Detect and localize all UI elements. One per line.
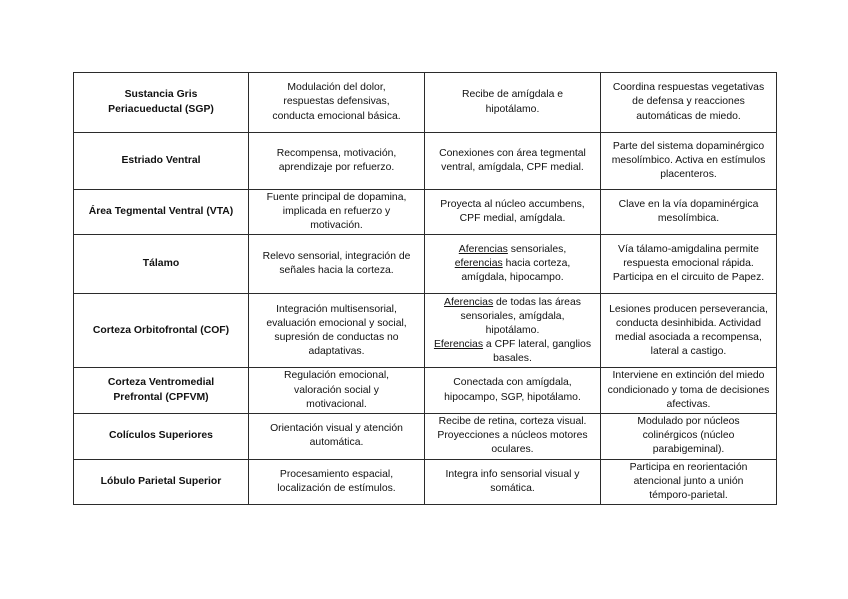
efferents-term: Eferencias	[433, 338, 484, 350]
efferents-term: eferencias	[454, 258, 503, 270]
notes-cell: Lesiones producen perseverancia, conducta desinhibida. Actividad medial asociada a recompensa, lateral a castigo.	[601, 294, 777, 368]
connections-cell: Recibe de retina, corteza visual. Proyecciones a núcleos motores oculares.	[425, 413, 601, 459]
table-row	[74, 235, 777, 294]
function-cell: Fuente principal de dopamina, implicada en refuerzo y motivación.	[249, 190, 425, 235]
structure-cell: Corteza Orbitofrontal (COF)	[74, 294, 249, 368]
structure-cell: Área Tegmental Ventral (VTA)	[74, 190, 249, 235]
function-cell: Relevo sensorial, integración de señales hacia la corteza.	[249, 235, 425, 294]
function-cell: Orientación visual y atención automática.	[249, 413, 425, 459]
table-row	[74, 368, 777, 413]
efferents-text: hacia corteza, amígdala, hipocampo.	[461, 258, 571, 284]
afferents-term: Aferencias	[444, 296, 494, 308]
document-page	[73, 72, 776, 505]
function-cell: Recompensa, motivación, aprendizaje por refuerzo.	[249, 133, 425, 190]
notes-cell: Parte del sistema dopaminérgico mesolímbico. Activa en estímulos placenteros.	[601, 133, 777, 190]
connections-cell: Conectada con amígdala, hipocampo, SGP, hipotálamo.	[425, 368, 601, 413]
function-cell: Procesamiento espacial, localización de estímulos.	[249, 459, 425, 504]
connections-cell	[425, 235, 601, 294]
connections-cell	[425, 294, 601, 368]
table-row	[74, 459, 777, 504]
structure-cell: Lóbulo Parietal Superior	[74, 459, 249, 504]
notes-cell: Modulado por núcleos colinérgicos (núcleo parabigeminal).	[601, 413, 777, 459]
afferents-text: sensoriales,	[507, 244, 567, 256]
notes-cell: Participa en reorientación atencional junto a unión témporo-parietal.	[601, 459, 777, 504]
connections-cell: Integra info sensorial visual y somática.	[425, 459, 601, 504]
structure-cell: Estriado Ventral	[74, 133, 249, 190]
connections-cell: Proyecta al núcleo accumbens, CPF medial, amígdala.	[425, 190, 601, 235]
structure-cell: Sustancia Gris Periacueductal (SGP)	[74, 73, 249, 133]
brain-structures-table	[73, 72, 777, 505]
function-cell: Modulación del dolor, respuestas defensivas, conducta emocional básica.	[249, 73, 425, 133]
notes-cell: Vía tálamo-amigdalina permite respuesta emocional rápida. Participa en el circuito de Papez.	[601, 235, 777, 294]
notes-cell: Clave en la vía dopaminérgica mesolímbica.	[601, 190, 777, 235]
afferents-term: Aferencias	[458, 244, 508, 256]
connections-cell: Recibe de amígdala e hipotálamo.	[425, 73, 601, 133]
structure-cell: Colículos Superiores	[74, 413, 249, 459]
table-row	[74, 190, 777, 235]
notes-cell: Coordina respuestas vegetativas de defensa y reacciones automáticas de miedo.	[601, 73, 777, 133]
table-row	[74, 73, 777, 133]
function-cell: Integración multisensorial, evaluación emocional y social, supresión de conductas no adaptativas.	[249, 294, 425, 368]
structure-cell: Tálamo	[74, 235, 249, 294]
function-cell: Regulación emocional, valoración social y motivacional.	[249, 368, 425, 413]
table-row	[74, 413, 777, 459]
structure-cell: Corteza Ventromedial Prefrontal (CPFVM)	[74, 368, 249, 413]
afferents-text: de todas las áreas sensoriales, amígdala, hipotálamo.	[460, 296, 581, 336]
table-row	[74, 133, 777, 190]
connections-cell: Conexiones con área tegmental ventral, amígdala, CPF medial.	[425, 133, 601, 190]
notes-cell: Interviene en extinción del miedo condicionado y toma de decisiones afectivas.	[601, 368, 777, 413]
efferents-text: a CPF lateral, ganglios basales.	[483, 338, 592, 365]
table-row	[74, 294, 777, 368]
